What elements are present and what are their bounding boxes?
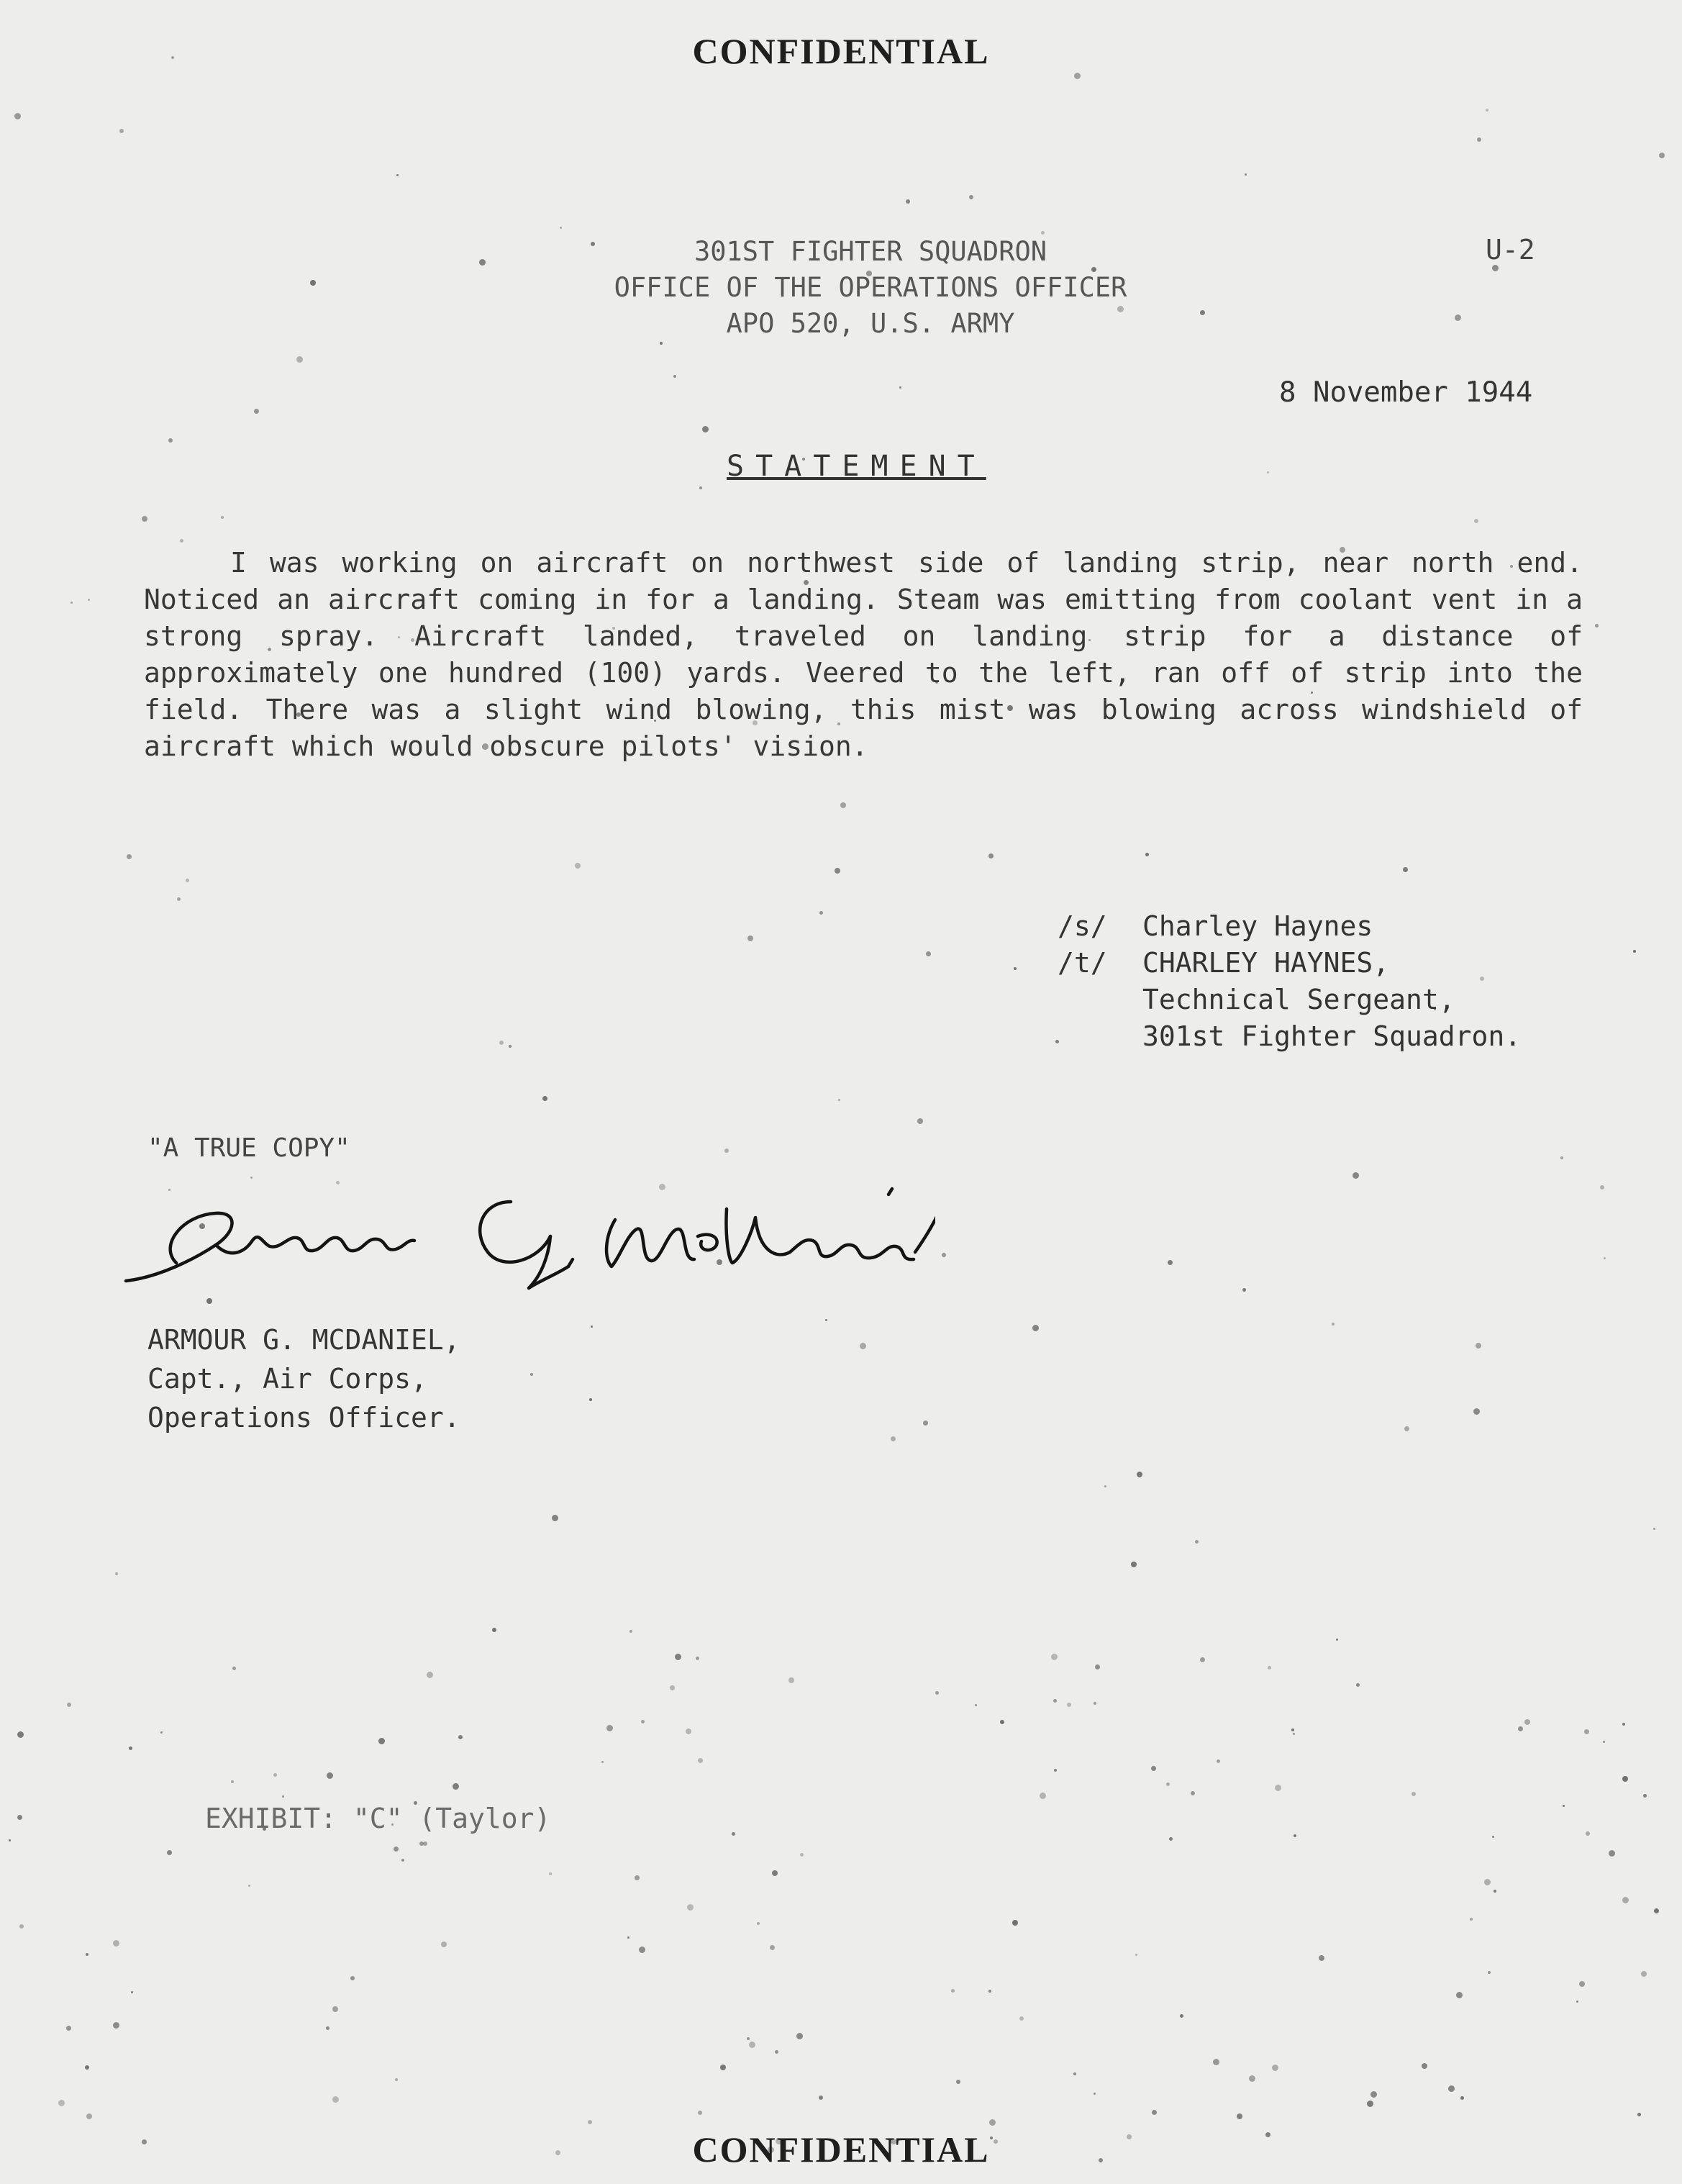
scan-speck: [675, 1654, 681, 1660]
scan-speck: [1576, 2001, 1578, 2003]
scan-speck: [772, 1870, 778, 1876]
scan-speck: [1356, 1683, 1360, 1687]
scan-speck: [720, 2065, 726, 2070]
scan-speck: [441, 1941, 447, 1947]
scan-speck: [1067, 1703, 1071, 1707]
scan-speck: [838, 1099, 840, 1101]
scan-speck: [395, 2078, 398, 2081]
scan-speck: [1332, 1323, 1335, 1326]
signed-prefix: /s/: [1058, 910, 1107, 942]
scan-speck: [860, 1343, 866, 1349]
scan-speck: [1073, 2072, 1076, 2075]
exhibit-label: EXHIBIT: "C" (Taylor): [205, 1803, 551, 1834]
typed-prefix: /t/: [1058, 947, 1107, 979]
scan-speck: [530, 1373, 533, 1376]
scan-speck: [591, 1326, 593, 1328]
true-copy-label: "A TRUE COPY": [147, 1133, 350, 1163]
scan-speck: [1622, 1723, 1625, 1726]
scan-speck: [698, 2111, 702, 2115]
scan-speck: [1053, 1699, 1057, 1703]
scan-speck: [1600, 1185, 1604, 1190]
scan-speck: [1191, 1791, 1195, 1795]
letterhead-address: APO 520, U.S. ARMY: [726, 308, 1015, 339]
typed-line: [1058, 945, 1521, 982]
scan-speck: [396, 174, 399, 176]
scan-speck: [115, 1572, 118, 1575]
document-heading: STATEMENT: [727, 450, 986, 483]
certifier-block: [147, 1320, 460, 1437]
scan-speck: [1152, 2110, 1157, 2115]
scan-speck: [479, 259, 486, 266]
scan-speck: [1579, 1981, 1585, 1987]
scan-speck: [453, 1783, 459, 1790]
scan-speck: [1145, 853, 1149, 856]
scan-speck: [1104, 1485, 1106, 1487]
scan-speck: [1200, 310, 1205, 315]
scan-speck: [1040, 1793, 1046, 1799]
scan-speck: [906, 199, 910, 204]
scan-speck: [113, 1940, 119, 1947]
scan-speck: [1094, 2093, 1096, 2095]
scan-speck: [1180, 2014, 1183, 2018]
scan-speck: [639, 1947, 645, 1953]
scan-speck: [160, 1731, 163, 1734]
scan-speck: [1659, 153, 1665, 158]
scan-speck: [221, 516, 224, 519]
scan-speck: [1367, 2101, 1373, 2107]
scan-speck: [1622, 1897, 1629, 1903]
scan-speck: [1051, 1654, 1058, 1660]
scan-speck: [17, 1815, 22, 1820]
scan-speck: [119, 129, 124, 133]
scan-speck: [917, 1118, 923, 1124]
scan-speck: [282, 1795, 284, 1798]
scan-speck: [629, 1630, 632, 1633]
certifier-name: ARMOUR G. MCDANIEL,: [147, 1324, 460, 1356]
scan-speck: [1474, 519, 1478, 523]
scan-speck: [332, 2096, 339, 2103]
scan-speck: [942, 1253, 946, 1257]
signer-unit: 301st Fighter Squadron.: [1142, 1020, 1522, 1052]
scan-speck: [1169, 1837, 1173, 1841]
scan-speck: [988, 1990, 991, 1993]
certifier-rank: Capt., Air Corps,: [147, 1363, 427, 1395]
scan-speck: [1213, 2059, 1219, 2065]
scan-speck: [85, 2065, 89, 2070]
scan-speck: [1019, 2016, 1024, 2021]
certifier-title: Operations Officer.: [147, 1402, 460, 1433]
scan-speck: [1404, 1426, 1409, 1431]
scan-speck: [1293, 1733, 1295, 1735]
scan-speck: [840, 802, 846, 808]
scan-speck: [549, 1872, 552, 1875]
scan-speck: [747, 935, 753, 941]
scan-speck: [1032, 1325, 1039, 1331]
scan-speck: [66, 2026, 71, 2031]
scan-speck: [1319, 1955, 1324, 1961]
scan-speck: [891, 1436, 896, 1441]
scan-speck: [1484, 1879, 1491, 1885]
scan-speck: [177, 897, 181, 901]
signer-rank: Technical Sergeant,: [1142, 984, 1455, 1015]
document-number: U-2: [1486, 234, 1535, 266]
scan-speck: [1633, 950, 1636, 953]
scan-speck: [702, 426, 709, 432]
scan-speck: [975, 1704, 977, 1706]
scan-speck: [1470, 1918, 1473, 1921]
scan-speck: [1641, 1971, 1647, 1977]
scan-speck: [1267, 471, 1269, 473]
scan-speck: [186, 879, 189, 882]
scan-speck: [9, 1839, 11, 1841]
scan-speck: [1137, 1472, 1142, 1477]
scan-speck: [1448, 2085, 1455, 2092]
scan-speck: [899, 386, 901, 389]
signed-line: [1058, 908, 1521, 945]
scan-speck: [1272, 2065, 1278, 2071]
scan-speck: [1422, 2063, 1427, 2069]
scan-speck: [127, 854, 132, 859]
scan-speck: [1245, 173, 1247, 176]
scan-speck: [575, 863, 581, 869]
scan-speck: [17, 1731, 24, 1738]
scan-speck: [326, 2026, 329, 2030]
scan-speck: [167, 1850, 172, 1855]
letterhead: [547, 234, 1194, 342]
scan-speck: [67, 1703, 71, 1707]
scan-speck: [248, 1885, 250, 1887]
scan-speck: [1291, 1728, 1294, 1731]
scan-speck: [1477, 137, 1481, 142]
scan-speck: [1622, 1776, 1628, 1782]
scan-speck: [509, 1045, 512, 1048]
scan-speck: [310, 280, 316, 286]
scan-speck: [1275, 1785, 1281, 1791]
scan-speck: [1237, 2113, 1242, 2119]
scan-speck: [788, 1677, 794, 1683]
letterhead-unit: 301ST FIGHTER SQUADRON: [694, 236, 1047, 267]
scan-speck: [1151, 1766, 1156, 1771]
scan-speck: [1135, 1954, 1137, 1956]
scan-speck: [542, 1096, 547, 1101]
scan-speck: [1653, 1528, 1655, 1530]
scan-speck: [232, 1667, 236, 1670]
scan-speck: [499, 1041, 504, 1045]
scan-speck: [1012, 1920, 1018, 1926]
scan-speck: [427, 1672, 433, 1678]
scan-speck: [1560, 1156, 1563, 1159]
signer-block: [1058, 908, 1521, 1055]
scan-speck: [1473, 1408, 1480, 1415]
scan-speck: [627, 1936, 629, 1939]
scan-speck: [401, 1859, 404, 1862]
scan-speck: [273, 1773, 277, 1777]
scan-speck: [1494, 1890, 1496, 1893]
scan-speck: [142, 516, 147, 522]
scan-speck: [696, 1657, 699, 1660]
scan-speck: [552, 1515, 558, 1521]
scan-speck: [1488, 1971, 1491, 1974]
scan-speck: [757, 1922, 760, 1925]
scan-speck: [588, 2120, 592, 2124]
scan-speck: [1595, 624, 1599, 627]
scan-speck: [560, 227, 562, 229]
scan-speck: [1353, 1172, 1359, 1179]
scan-speck: [951, 1989, 955, 1993]
scan-speck: [71, 602, 73, 604]
scan-speck: [19, 1924, 24, 1929]
scan-speck: [1094, 1702, 1096, 1705]
scan-speck: [698, 1758, 703, 1763]
scan-speck: [88, 599, 90, 601]
scan-speck: [168, 438, 173, 443]
scan-speck: [350, 1976, 355, 1980]
scan-speck: [660, 342, 663, 345]
scan-speck: [1054, 1769, 1057, 1772]
scan-speck: [825, 1319, 827, 1321]
scan-speck: [1014, 967, 1017, 970]
scan-speck: [635, 1875, 640, 1880]
scan-speck: [686, 1728, 691, 1734]
scan-speck: [770, 1945, 775, 1950]
scan-speck: [1074, 73, 1081, 79]
scan-speck: [1524, 1719, 1530, 1725]
scan-speck: [1604, 1257, 1606, 1259]
scan-speck: [601, 1761, 604, 1763]
scan-speck: [956, 2080, 960, 2084]
scan-speck: [673, 375, 676, 378]
scan-speck: [86, 2113, 92, 2119]
scan-speck: [988, 853, 994, 858]
scan-speck: [1486, 109, 1488, 112]
scan-speck: [687, 1904, 694, 1911]
scan-speck: [1242, 1288, 1246, 1292]
scan-speck: [819, 911, 823, 915]
scan-speck: [796, 2033, 803, 2039]
scan-speck: [1586, 1831, 1590, 1836]
scan-speck: [378, 1738, 385, 1744]
scan-speck: [1654, 1908, 1659, 1913]
scan-speck: [589, 1398, 592, 1401]
scan-speck: [1518, 1726, 1523, 1731]
scan-speck: [699, 486, 702, 489]
scan-speck: [1603, 1741, 1605, 1743]
scan-speck: [1095, 1664, 1100, 1669]
scan-speck: [1609, 1850, 1615, 1857]
scan-speck: [58, 2100, 65, 2106]
scan-speck: [332, 2006, 338, 2012]
scan-speck: [1455, 314, 1461, 321]
scan-speck: [129, 1746, 132, 1750]
signed-name: Charley Haynes: [1142, 910, 1373, 942]
scan-speck: [641, 1720, 645, 1723]
scan-speck: [923, 1420, 928, 1426]
scan-speck: [180, 539, 183, 543]
classification-top: CONFIDENTIAL: [692, 31, 990, 71]
scan-speck: [1200, 1657, 1205, 1662]
scan-speck: [296, 356, 303, 363]
scan-speck: [1195, 1540, 1199, 1544]
scan-speck: [86, 1953, 88, 1956]
scan-speck: [1584, 1729, 1589, 1734]
scan-speck: [935, 1691, 939, 1695]
scan-speck: [1456, 1992, 1463, 1998]
scan-speck: [1460, 2096, 1464, 2100]
scan-speck: [1336, 1639, 1338, 1641]
statement-body: I was working on aircraft on northwest side of landing strip, near north end. Noticed an aircraft coming in for a landing. Steam was emitting from coolant vent in a strong spray. Aircraft landed, traveled on landing strip for a distance of approximately one hundred (100) yards. Veered to the left, ran off of strip into the field. There was a slight wind blowing, this mist was blowing across windshield of aircraft which would obscure pilots' vision.: [144, 547, 1583, 762]
scan-speck: [254, 409, 259, 414]
typed-name: CHARLEY HAYNES,: [1142, 947, 1390, 979]
scan-speck: [606, 1725, 613, 1731]
scan-speck: [1643, 1794, 1647, 1798]
handwritten-signature: [108, 1151, 935, 1317]
scan-speck: [1370, 2091, 1377, 2098]
scan-speck: [1166, 1782, 1170, 1786]
scan-speck: [819, 2095, 823, 2100]
scan-speck: [1403, 867, 1408, 872]
scan-speck: [749, 2042, 755, 2048]
scan-speck: [1131, 1562, 1137, 1567]
scan-speck: [670, 1685, 675, 1690]
scan-speck: [1217, 1759, 1220, 1763]
scan-speck: [926, 951, 931, 956]
scan-speck: [732, 1832, 735, 1836]
scan-speck: [394, 1847, 399, 1852]
scan-speck: [1000, 1720, 1004, 1724]
scan-speck: [1268, 1666, 1271, 1669]
scan-speck: [113, 2022, 119, 2029]
scan-speck: [492, 1628, 496, 1632]
scan-speck: [989, 2119, 996, 2126]
scan-speck: [458, 1735, 463, 1739]
scan-speck: [1492, 1836, 1494, 1838]
document-date: 8 November 1944: [1279, 376, 1533, 409]
scan-speck: [835, 868, 840, 874]
classification-bottom: CONFIDENTIAL: [692, 2129, 990, 2170]
scan-speck: [800, 1853, 804, 1857]
scan-speck: [747, 2037, 750, 2040]
scan-speck: [1637, 2113, 1641, 2116]
letterhead-office: OFFICE OF THE OPERATIONS OFFICER: [614, 272, 1127, 303]
scan-speck: [14, 113, 21, 119]
scan-speck: [327, 1772, 333, 1779]
scan-speck: [1563, 1805, 1565, 1807]
scan-speck: [419, 1841, 424, 1846]
scan-speck: [1492, 265, 1499, 271]
scan-speck: [969, 195, 973, 199]
scan-speck: [775, 2050, 778, 2054]
scan-speck: [1411, 1792, 1416, 1796]
scan-speck: [231, 1780, 234, 1783]
scan-speck: [1168, 1260, 1173, 1265]
scan-speck: [1476, 1343, 1481, 1349]
scan-speck: [131, 1991, 133, 1993]
scan-speck: [1249, 2075, 1255, 2082]
scan-speck: [1294, 1834, 1296, 1837]
